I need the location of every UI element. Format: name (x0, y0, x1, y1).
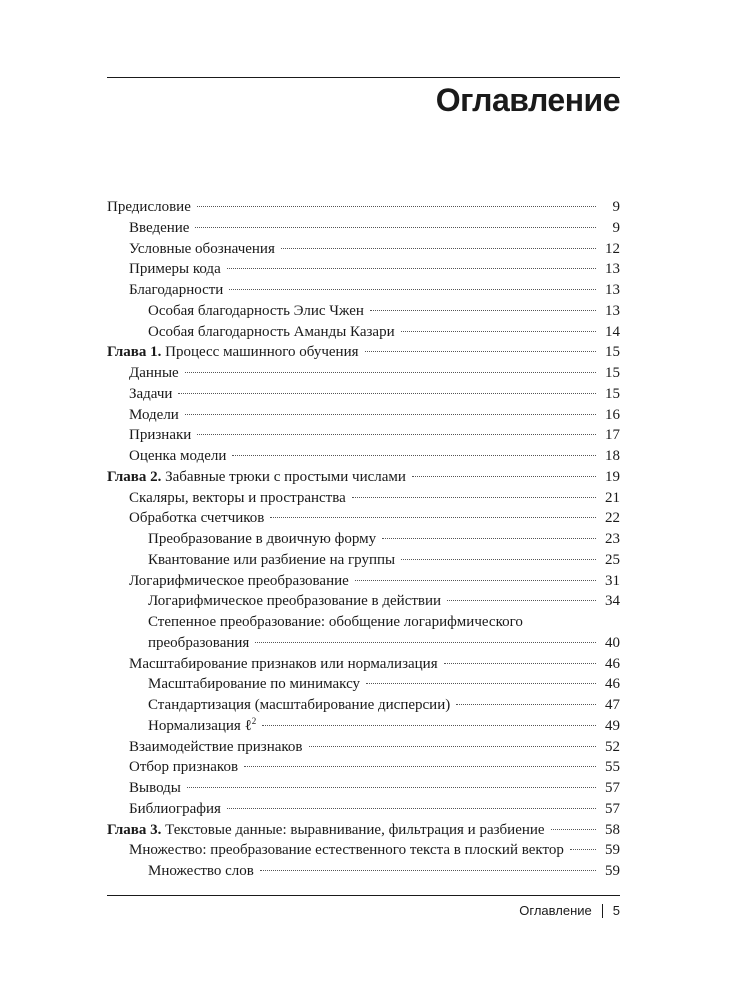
toc-page-number: 18 (605, 448, 620, 464)
dot-leader (370, 310, 596, 311)
dot-leader (232, 455, 596, 456)
dot-leader (195, 227, 596, 228)
toc-page-number: 23 (605, 531, 620, 547)
dot-leader (401, 331, 596, 332)
dot-leader (309, 746, 597, 747)
toc-entry-title (129, 799, 221, 820)
toc-entry[interactable] (107, 757, 620, 778)
toc-page-number: 34 (605, 593, 620, 610)
toc-entry-text: Логарифмическое преобразование (129, 572, 349, 589)
toc-entry-text: Библиография (129, 800, 221, 817)
toc-entry-text: Задачи (129, 385, 173, 402)
toc-entry-title (129, 508, 264, 529)
dot-leader (366, 683, 596, 684)
toc-page-number: 57 (605, 780, 620, 796)
toc-entry-title (148, 322, 395, 343)
toc-entry[interactable] (107, 467, 620, 488)
dot-leader (262, 725, 596, 726)
toc-page-number: 52 (605, 738, 620, 755)
toc-page-number: 12 (605, 240, 620, 257)
toc-entry[interactable] (107, 695, 620, 716)
dot-leader (456, 704, 596, 705)
footer-separator (602, 904, 603, 918)
dot-leader (570, 849, 596, 850)
toc-page-number: 15 (605, 365, 620, 381)
toc-entry-title (148, 529, 376, 550)
toc-entry[interactable] (107, 550, 620, 571)
toc-entry-text: Масштабирование признаков или нормализация (129, 655, 438, 672)
toc-entry[interactable] (107, 737, 620, 758)
dot-leader (447, 600, 596, 601)
toc-entry-title (148, 861, 254, 882)
toc-entry-text: Предисловие (107, 199, 191, 215)
toc-entry-text-continued: преобразования (148, 634, 250, 651)
dot-leader (185, 372, 596, 373)
toc-entry-title (107, 820, 545, 841)
toc-page-number: 55 (605, 759, 620, 776)
toc-entry-title (148, 591, 441, 612)
toc-entry[interactable] (107, 529, 620, 550)
toc-entry-text: Квантование или разбиение на группы (148, 551, 396, 568)
dot-leader (551, 829, 596, 830)
toc-entry[interactable] (107, 405, 620, 426)
toc-entry-text: Преобразование в двоичную форму (148, 531, 377, 547)
toc-entry-text: Множество слов (148, 863, 254, 879)
toc-entry[interactable] (107, 840, 620, 861)
dot-leader (227, 808, 596, 809)
toc-entry-text: Масштабирование по минимаксу (148, 676, 361, 693)
toc-entry-title (129, 840, 564, 861)
toc-entry-title (107, 197, 191, 218)
toc-entry[interactable] (107, 384, 620, 405)
toc-entry[interactable] (107, 716, 620, 737)
toc-entry[interactable] (107, 197, 620, 218)
toc-page-number: 49 (605, 717, 620, 734)
toc-entry[interactable] (107, 488, 620, 509)
toc-page-number: 59 (605, 842, 620, 859)
dot-leader (255, 642, 596, 643)
toc-entry[interactable] (107, 342, 620, 363)
toc-entry[interactable] (107, 425, 620, 446)
toc-entry-title (148, 716, 256, 737)
table-of-contents (107, 197, 620, 882)
toc-entry[interactable] (107, 508, 620, 529)
toc-page-number: 14 (605, 323, 620, 340)
chapter-label: Глава 2. (107, 468, 162, 485)
toc-entry[interactable] (107, 820, 620, 841)
toc-entry-title (129, 737, 303, 758)
toc-page-number: 58 (605, 821, 620, 838)
toc-entry[interactable] (107, 591, 620, 612)
bottom-rule (107, 895, 620, 896)
toc-page-number: 57 (605, 800, 620, 817)
toc-entry-text: Обработка счетчиков (129, 510, 265, 527)
toc-entry-text: Данные (129, 365, 179, 381)
toc-entry-title (107, 342, 359, 363)
toc-entry-text: Условные обозначения (129, 240, 275, 257)
toc-entry-text: Текстовые данные: выравнивание, фильтрация и разбиение (161, 821, 545, 838)
toc-entry-title (148, 550, 395, 571)
toc-page-number: 47 (605, 697, 620, 713)
toc-page-number: 46 (605, 655, 620, 672)
toc-entry-title (129, 259, 221, 280)
toc-entry-title (129, 654, 438, 675)
toc-entry-text: Введение (129, 219, 190, 236)
toc-entry-title (148, 695, 450, 716)
dot-leader (270, 517, 596, 518)
dot-leader (412, 476, 596, 477)
toc-entry[interactable] (107, 322, 620, 343)
toc-entry-title (129, 425, 191, 446)
chapter-label: Глава 3. (107, 821, 162, 838)
toc-entry-text: Забавные трюки с простыми числами (161, 468, 406, 485)
toc-page-number: 46 (605, 676, 620, 693)
toc-entry-text: Стандартизация (масштабирование дисперсии) (148, 697, 451, 713)
toc-entry-title (129, 384, 172, 405)
toc-entry[interactable] (107, 571, 620, 592)
toc-entry[interactable] (107, 218, 620, 239)
dot-leader (355, 580, 596, 581)
toc-page-number: 40 (605, 634, 620, 651)
toc-entry-title (129, 218, 189, 239)
toc-entry[interactable] (107, 861, 620, 882)
toc-entry-title (129, 446, 226, 467)
toc-page-number: 25 (605, 551, 620, 568)
dot-leader (229, 289, 596, 290)
toc-entry-text: Степенное преобразование: обобщение логарифмического (148, 614, 523, 630)
toc-entry-text: Логарифмическое преобразование в действии (148, 593, 442, 610)
toc-entry-title (148, 614, 523, 630)
toc-page-number: 13 (605, 302, 620, 319)
toc-page-number: 9 (612, 199, 620, 215)
dot-leader (401, 559, 596, 560)
toc-entry[interactable] (107, 778, 620, 799)
toc-entry[interactable] (107, 301, 620, 322)
dot-leader (365, 351, 596, 352)
toc-entry-text: Модели (129, 406, 179, 423)
toc-entry-text: Скаляры, векторы и пространства (129, 489, 346, 506)
toc-entry-text: Взаимодействие признаков (129, 738, 303, 755)
page-footer (519, 903, 620, 918)
toc-entry-text: Нормализация ℓ (148, 717, 252, 734)
footer-section-title: Оглавление (519, 903, 592, 918)
toc-entry-title (107, 467, 406, 488)
dot-leader (227, 268, 596, 269)
toc-entry[interactable] (107, 674, 620, 695)
dot-leader (185, 414, 596, 415)
superscript: 2 (251, 715, 257, 726)
toc-entry-title (129, 757, 238, 778)
toc-entry-title (129, 488, 346, 509)
toc-page-number: 17 (605, 427, 620, 444)
dot-leader (187, 787, 596, 788)
toc-entry[interactable] (107, 239, 620, 260)
toc-entry-text: Оценка модели (129, 448, 227, 464)
dot-leader (244, 766, 596, 767)
dot-leader (197, 434, 596, 435)
toc-entry[interactable] (107, 799, 620, 820)
toc-entry-text: Множество: преобразование естественного текста в плоский вектор (129, 842, 564, 859)
toc-page-number: 59 (605, 863, 620, 879)
toc-entry-title (129, 280, 223, 301)
toc-entry-title (129, 239, 275, 260)
toc-page-number: 15 (605, 344, 620, 361)
dot-leader (260, 870, 596, 871)
chapter-label: Глава 1. (107, 344, 162, 361)
toc-entry-text: Признаки (129, 427, 192, 444)
toc-entry-text: Особая благодарность Элис Чжен (148, 302, 364, 319)
toc-page-number: 9 (612, 219, 620, 236)
dot-leader (197, 206, 596, 207)
toc-entry-text: Особая благодарность Аманды Казари (148, 323, 395, 340)
toc-entry-title (129, 363, 179, 384)
top-rule (107, 77, 620, 78)
toc-page-number: 13 (605, 282, 620, 298)
toc-entry-text: Процесс машинного обучения (161, 344, 359, 361)
toc-entry-title (148, 674, 360, 695)
footer-page-number: 5 (612, 903, 620, 918)
toc-entry[interactable] (107, 259, 620, 280)
toc-entry[interactable] (107, 612, 620, 654)
toc-page-number: 22 (605, 510, 620, 527)
toc-entry-text: Примеры кода (129, 261, 221, 278)
toc-page-number: 16 (605, 406, 620, 423)
toc-page-number: 31 (605, 572, 620, 589)
dot-leader (281, 248, 596, 249)
toc-entry[interactable] (107, 280, 620, 301)
toc-entry-title (129, 571, 349, 592)
dot-leader (352, 497, 596, 498)
dot-leader (444, 663, 596, 664)
toc-entry[interactable] (107, 654, 620, 675)
toc-entry-text: Отбор признаков (129, 759, 239, 776)
dot-leader (178, 393, 596, 394)
toc-page-number: 15 (605, 385, 620, 402)
toc-entry-text: Благодарности (129, 282, 224, 298)
toc-entry[interactable] (107, 446, 620, 467)
toc-entry-title (148, 301, 364, 322)
toc-entry[interactable] (107, 363, 620, 384)
toc-page-number: 21 (605, 489, 620, 506)
dot-leader (382, 538, 596, 539)
toc-entry-title (129, 778, 181, 799)
toc-page-number: 13 (605, 261, 620, 278)
toc-page-number: 19 (605, 468, 620, 485)
page-title: Оглавление (435, 82, 620, 118)
toc-entry-text: Выводы (129, 780, 181, 796)
toc-entry-title (129, 405, 179, 426)
